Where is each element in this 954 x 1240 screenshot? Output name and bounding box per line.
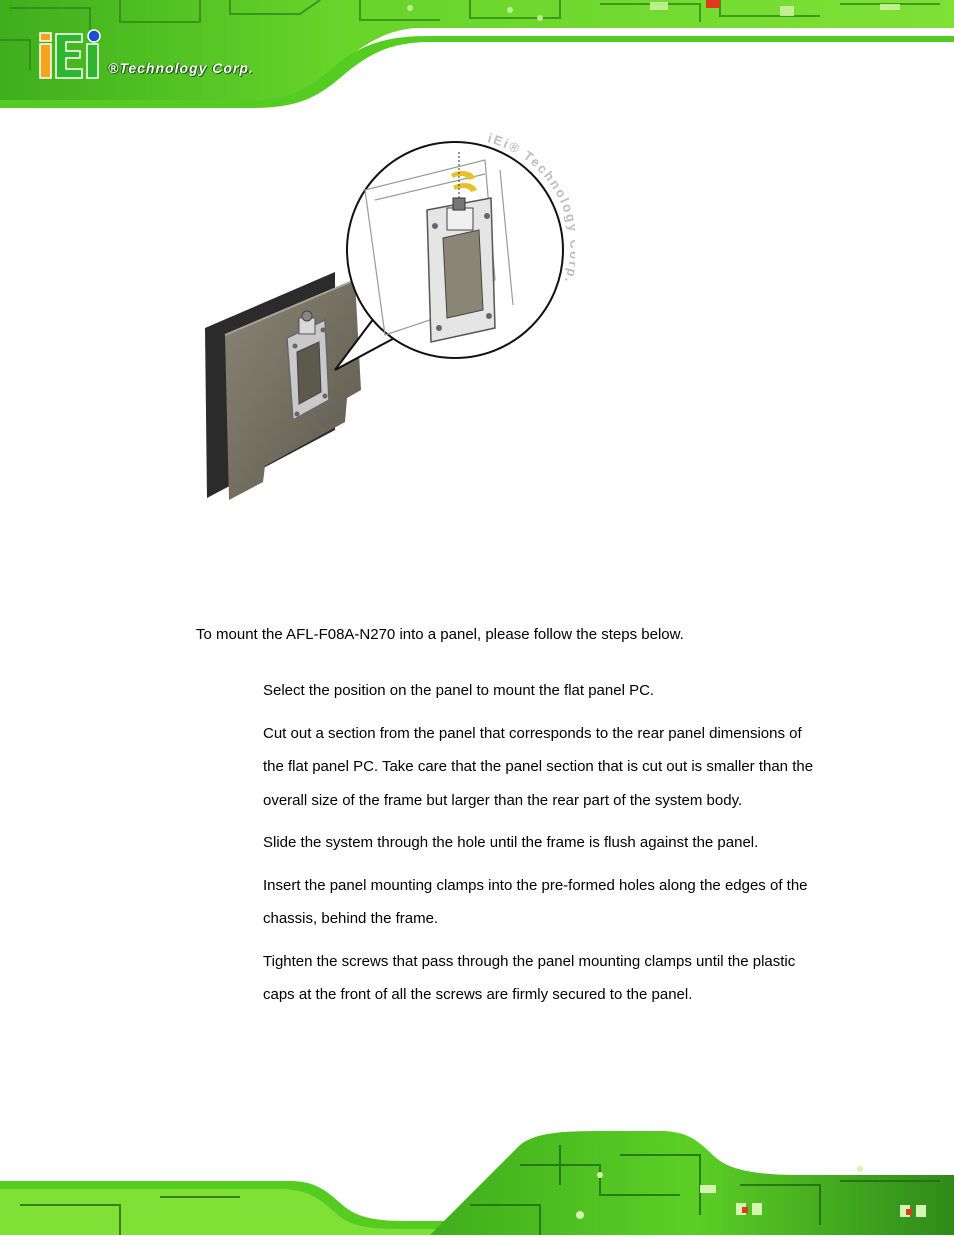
iei-logo-icon [40,30,100,78]
step-2: Cut out a section from the panel that corresponds to the rear panel dimensions of the flat panel PC. Take care that the panel section that is cut out is smaller than the overall size of the frame but larger than the rear part of the system body. [263,724,814,809]
step-3: Slide the system through the hole until the frame is flush against the panel. [263,834,759,851]
steps-list [263,674,823,1021]
panel-mounting-diagram [195,130,575,510]
intro-paragraph: To mount the AFL-F08A-N270 into a panel, please follow the steps below. [196,626,684,643]
step-4: Insert the panel mounting clamps into the pre-formed holes along the edges of the chassis, behind the frame. [263,876,808,927]
step-5: Tighten the screws that pass through the panel mounting clamps until the plastic caps at the front of all the screws are firmly secured to the panel. [263,952,796,1003]
zoomed-bracket-icon [427,198,495,342]
company-name: ®Technology Corp. [108,60,254,76]
watermark-text: iEi® Technolo [486,130,575,217]
circuit-board-header-graphic [0,0,954,112]
step-1: Select the position on the panel to mount the flat panel PC. [263,682,655,699]
page-header [0,0,954,112]
panel-mounting-illustration [195,130,575,510]
circuit-board-footer-graphic [0,1125,954,1235]
page-footer [0,1125,954,1235]
